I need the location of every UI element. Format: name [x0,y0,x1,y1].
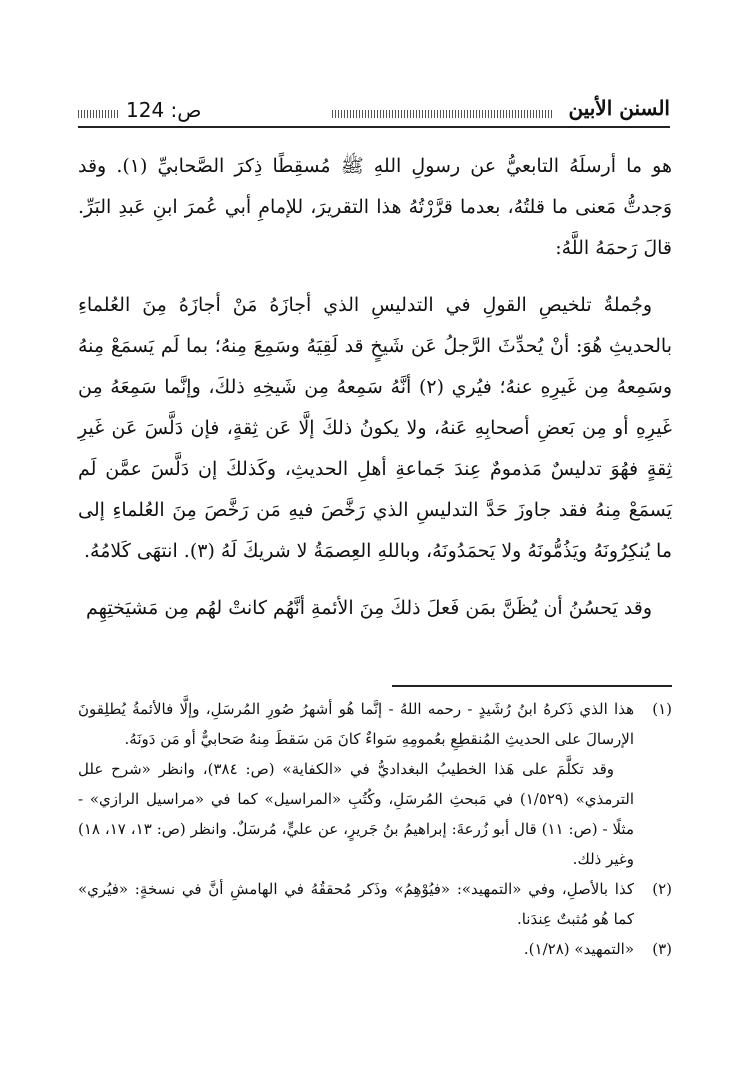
book-title: السنن الأبين [568,96,670,120]
footnote-number: (١) [652,700,672,718]
header-ornament [332,110,552,118]
footnote [78,874,672,934]
header-ornament-left [78,110,118,118]
main-text [78,146,672,629]
footnote-number: (٣) [652,940,672,958]
footnote [78,934,672,964]
footnote-number: (٢) [652,880,672,898]
quoted-paragraph: وجُملةُ تلخيصِ القولِ في التدليسِ الذي أجازَهُ مَنْ أجازَهُ مِنَ العُلماءِ بالحديثِ هُوَ: أنْ يُحدِّثَ الرَّجلُ عَن شَيخٍ قد لَقِيَهُ وسَمِعَ مِنهُ؛ بما لَم يَسمَعْ مِنهُ وسَمِعهُ مِن غَيرِهِ عنهُ؛ فيُري (٢) أنَّهُ سَمِعهُ مِن شَيخِهِ ذلكَ، وإنَّما سَمِعَهُ مِن غَيرِهِ أو مِن بَعضِ أصحابِهِ عَنهُ، ولا يكونُ ذلكَ إلَّا عَن ثِقةٍ، فإن دَلَّسَ عَن غَيرِ ثِقةٍ فهُوَ تدليسٌ مَذمومٌ عِندَ جَماعةِ أهلِ الحديثِ، وكَذلكَ إن دَلَّسَ عمَّن لَم يَسمَعْ مِنهُ فقد جاوزَ حَدَّ التدليسِ الذي رَخَّصَ فيهِ مَن رَخَّصَ مِنَ العُلماءِ إلى ما يُنكِرُونَهُ ويَذُمُّونَهُ ولا يَحمَدُونَهُ، وباللهِ العِصمَةُ لا شريكَ لَهُ (٣). انتهَى كَلامُهُ. [78,294,672,562]
header-rule [78,126,670,128]
page-prefix: ص: [170,98,202,122]
paragraph: وقد يَحسُنُ أن يُظَنَّ بمَن فَعلَ ذلكَ مِنَ الأئمةِ أنَّهُم كانتْ لهُم مِن مَشيَختِهِم [86,597,652,619]
footnote-text: «التمهيد» (١/٢٨). [523,940,634,958]
footnote-text: وقد تكلَّمَ على هَذا الخطيبُ البغداديُّ في «الكفاية» (ص: ٣٨٤)، وانظر «شرح علل الترمذي» (١/٥٢٩) في مَبحثِ المُرسَلِ، وكُتُبِ «المراسيل» كما في «مراسيل الرازي» - مثلًا - (ص: ١١) قال أبو زُرعةَ: إبراهيمُ بنُ جَريرٍ، عن عليٍّ، مُرسَلٌ. وانظر (ص: ١٣، ١٧، ١٨) وغير ذلك. [78,760,634,868]
paragraph: هو ما أرسلَهُ التابعيُّ عن رسولِ اللهِ ﷺ مُسقِطًا ذِكرَ الصَّحابيِّ (١). وقد وَجدتُّ مَعنى ما قلتُهُ، بعدما قرَّرْتُهُ هذا التقريرَ، للإمامِ أبي عُمرَ ابنِ عَبدِ البَرِّ. قالَ رَحمَهُ اللَّهُ: [78,155,672,259]
footnote-text: هذا الذي ذَكرهُ ابنُ رُشَيدٍ - رحمه اللهُ - إنَّما هُو أشهرُ صُورِ المُرسَلِ، وإلَّا فالأئمةُ يُطلِقونَ الإرسالَ على الحديثِ المُنقطِعِ بعُمومِهِ سَواءٌ كانَ مَن سَقطَ مِنهُ صَحابيٌّ أو مَن دَونَهُ. [78,700,634,748]
footnote-text: كذا بالأصلِ، وفي «التمهيد»: «فيُوْهِمُ» وذَكر مُحققُهُ في الهامشِ أنَّ في نسخةٍ: «فيُري» كما هُو مُثبتٌ عِندَنا. [78,880,634,928]
running-header [78,96,670,130]
footnote [78,694,672,874]
page-number [126,98,201,122]
footnotes [78,694,672,964]
page-number-value: 124 [126,98,165,122]
